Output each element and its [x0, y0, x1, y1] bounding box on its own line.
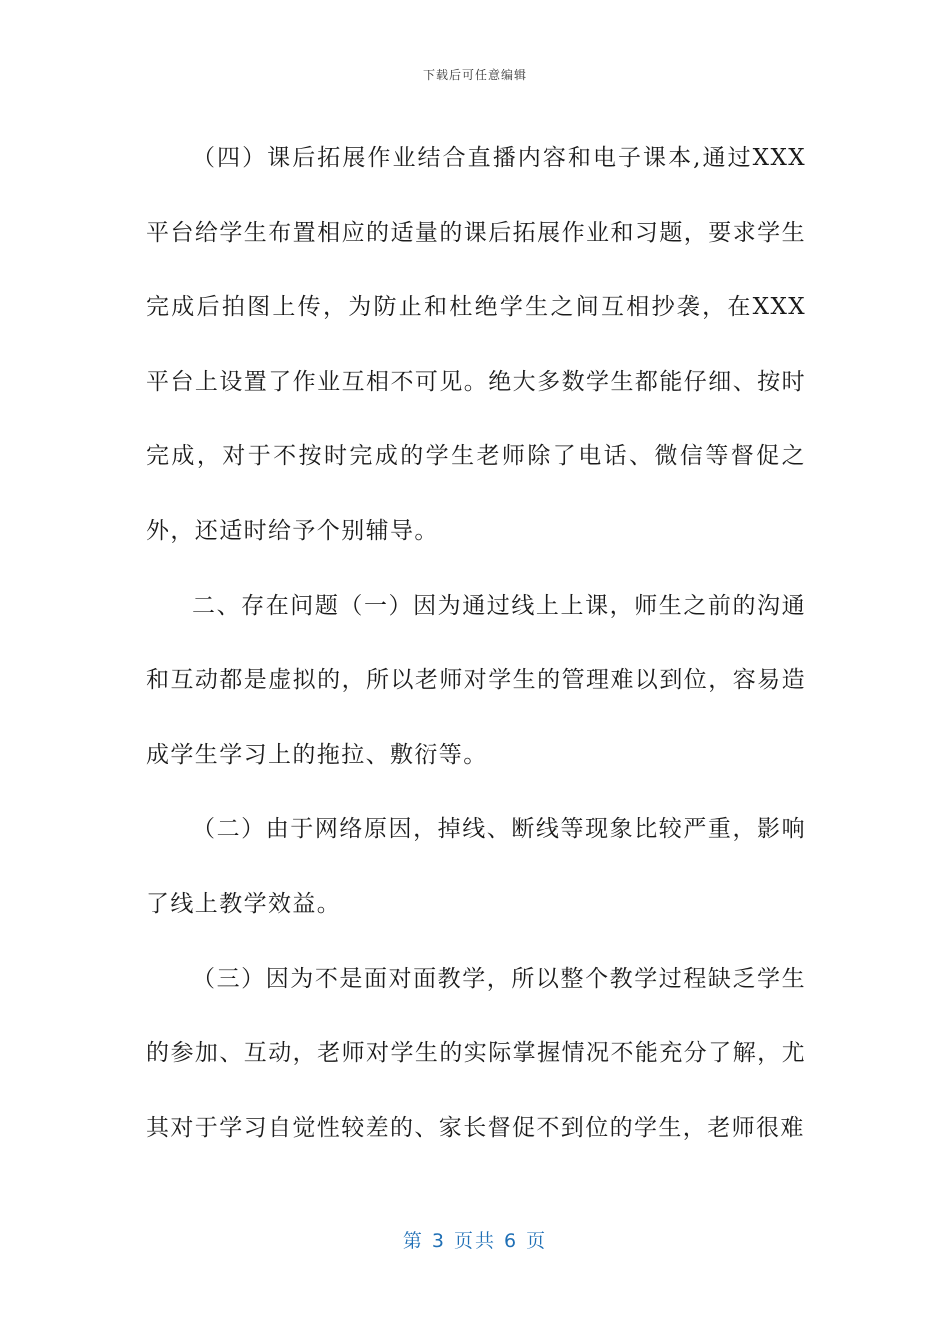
paragraph-problem-3: （三）因为不是面对面教学，所以整个教学过程缺乏学生的参加、互动，老师对学生的实际掌握情况不能充分了解，尤其对于学习自觉性较差的、家长督促不到位的学生，老师很难	[146, 965, 806, 1141]
document-body	[146, 121, 806, 1165]
paragraph-problem-2: （二）由于网络原因，掉线、断线等现象比较严重，影响了线上教学效益。	[146, 816, 806, 917]
paragraph-homework: （四）课后拓展作业结合直播内容和电子课本,通过XXX平台给学生布置相应的适量的课后拓展作业和习题，要求学生完成后拍图上传，为防止和杜绝学生之间互相抄袭，在XXX平台上设置了作业互相不可见。绝大多数学生都能仔细、按时完成，对于不按时完成的学生老师除了电话、微信等督促之外，还适时给予个别辅导。	[146, 145, 806, 544]
page-number-footer: 第 3 页共 6 页	[402, 1230, 548, 1252]
page-header: 下载后可任意编辑	[422, 68, 527, 82]
paragraph-problem-1: 二、存在问题（一）因为通过线上上课，师生之前的沟通和互动都是虚拟的，所以老师对学生的管理难以到位，容易造成学生学习上的拖拉、敷衍等。	[146, 592, 806, 768]
